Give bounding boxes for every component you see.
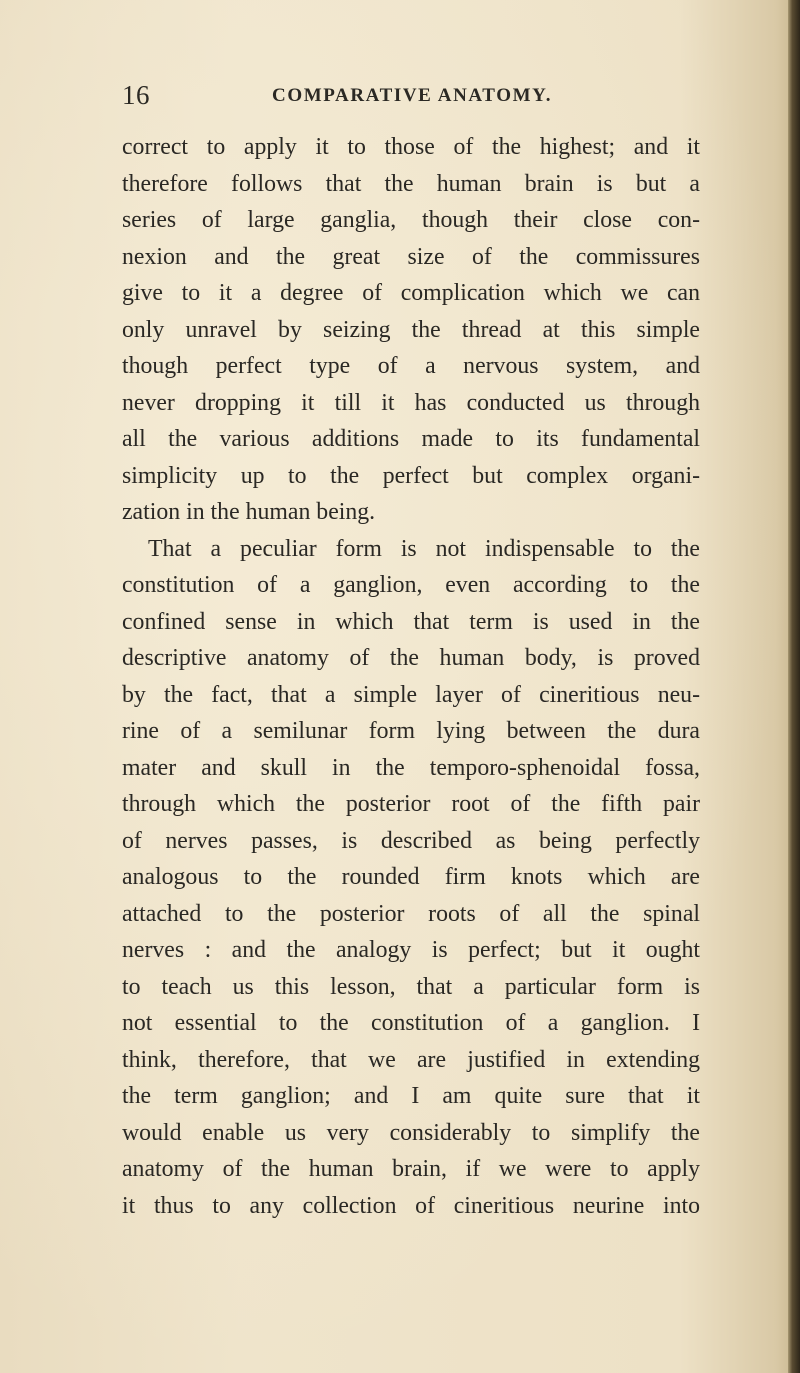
text-line: constitution of a ganglion, even according to the (122, 572, 700, 598)
text-line: only unravel by seizing the thread at this simple (122, 316, 700, 343)
text-line: though perfect type of a nervous system, and (122, 353, 700, 379)
text-line: nexion and the great size of the commissures (122, 243, 700, 270)
text-line: correct to apply it to those of the highest; and it (122, 134, 700, 160)
text-line: through which the posterior root of the fifth pair (122, 791, 700, 817)
text-line: not essential to the constitution of a ganglion. I (122, 1010, 700, 1036)
text-line: nerves : and the analogy is perfect; but it ought (122, 937, 700, 963)
text-line: That a peculiar form is not indispensable to the (148, 535, 700, 562)
page-header (122, 80, 697, 110)
text-line: simplicity up to the perfect but complex organi- (122, 462, 700, 489)
text-line: confined sense in which that term is used in the (122, 608, 700, 635)
text-line: analogous to the rounded firm knots which are (122, 864, 700, 890)
text-line: attached to the posterior roots of all the spinal (122, 900, 700, 927)
running-head: COMPARATIVE ANATOMY. (272, 85, 553, 106)
text-line: descriptive anatomy of the human body, is proved (122, 645, 700, 671)
text-line: anatomy of the human brain, if we were to apply (122, 1156, 700, 1182)
text-line: would enable us very considerably to simplify the (122, 1119, 700, 1146)
text-line: all the various additions made to its fundamental (122, 426, 700, 452)
text-line: zation in the human being. (122, 499, 376, 525)
text-line: of nerves passes, is described as being perfectly (122, 827, 700, 854)
page-edge-shadow (788, 0, 800, 1373)
text-line: never dropping it till it has conducted us through (122, 389, 700, 416)
text-line: give to it a degree of complication which we can (122, 280, 700, 306)
page-number: 16 (122, 80, 150, 110)
text-line: series of large ganglia, though their close con- (122, 207, 700, 233)
text-line: mater and skull in the temporo-sphenoidal fossa, (122, 754, 700, 781)
body-text (122, 129, 700, 1224)
text-line: think, therefore, that we are justified in extending (122, 1046, 700, 1073)
text-line: the term ganglion; and I am quite sure that it (122, 1083, 700, 1109)
text-line: to teach us this lesson, that a particular form is (122, 973, 700, 1000)
text-line: therefore follows that the human brain is but a (122, 170, 700, 197)
text-line: by the fact, that a simple layer of cineritious neu- (122, 681, 700, 708)
text-line: it thus to any collection of cineritious neurine into (122, 1192, 700, 1219)
text-line: rine of a semilunar form lying between the dura (122, 718, 700, 744)
